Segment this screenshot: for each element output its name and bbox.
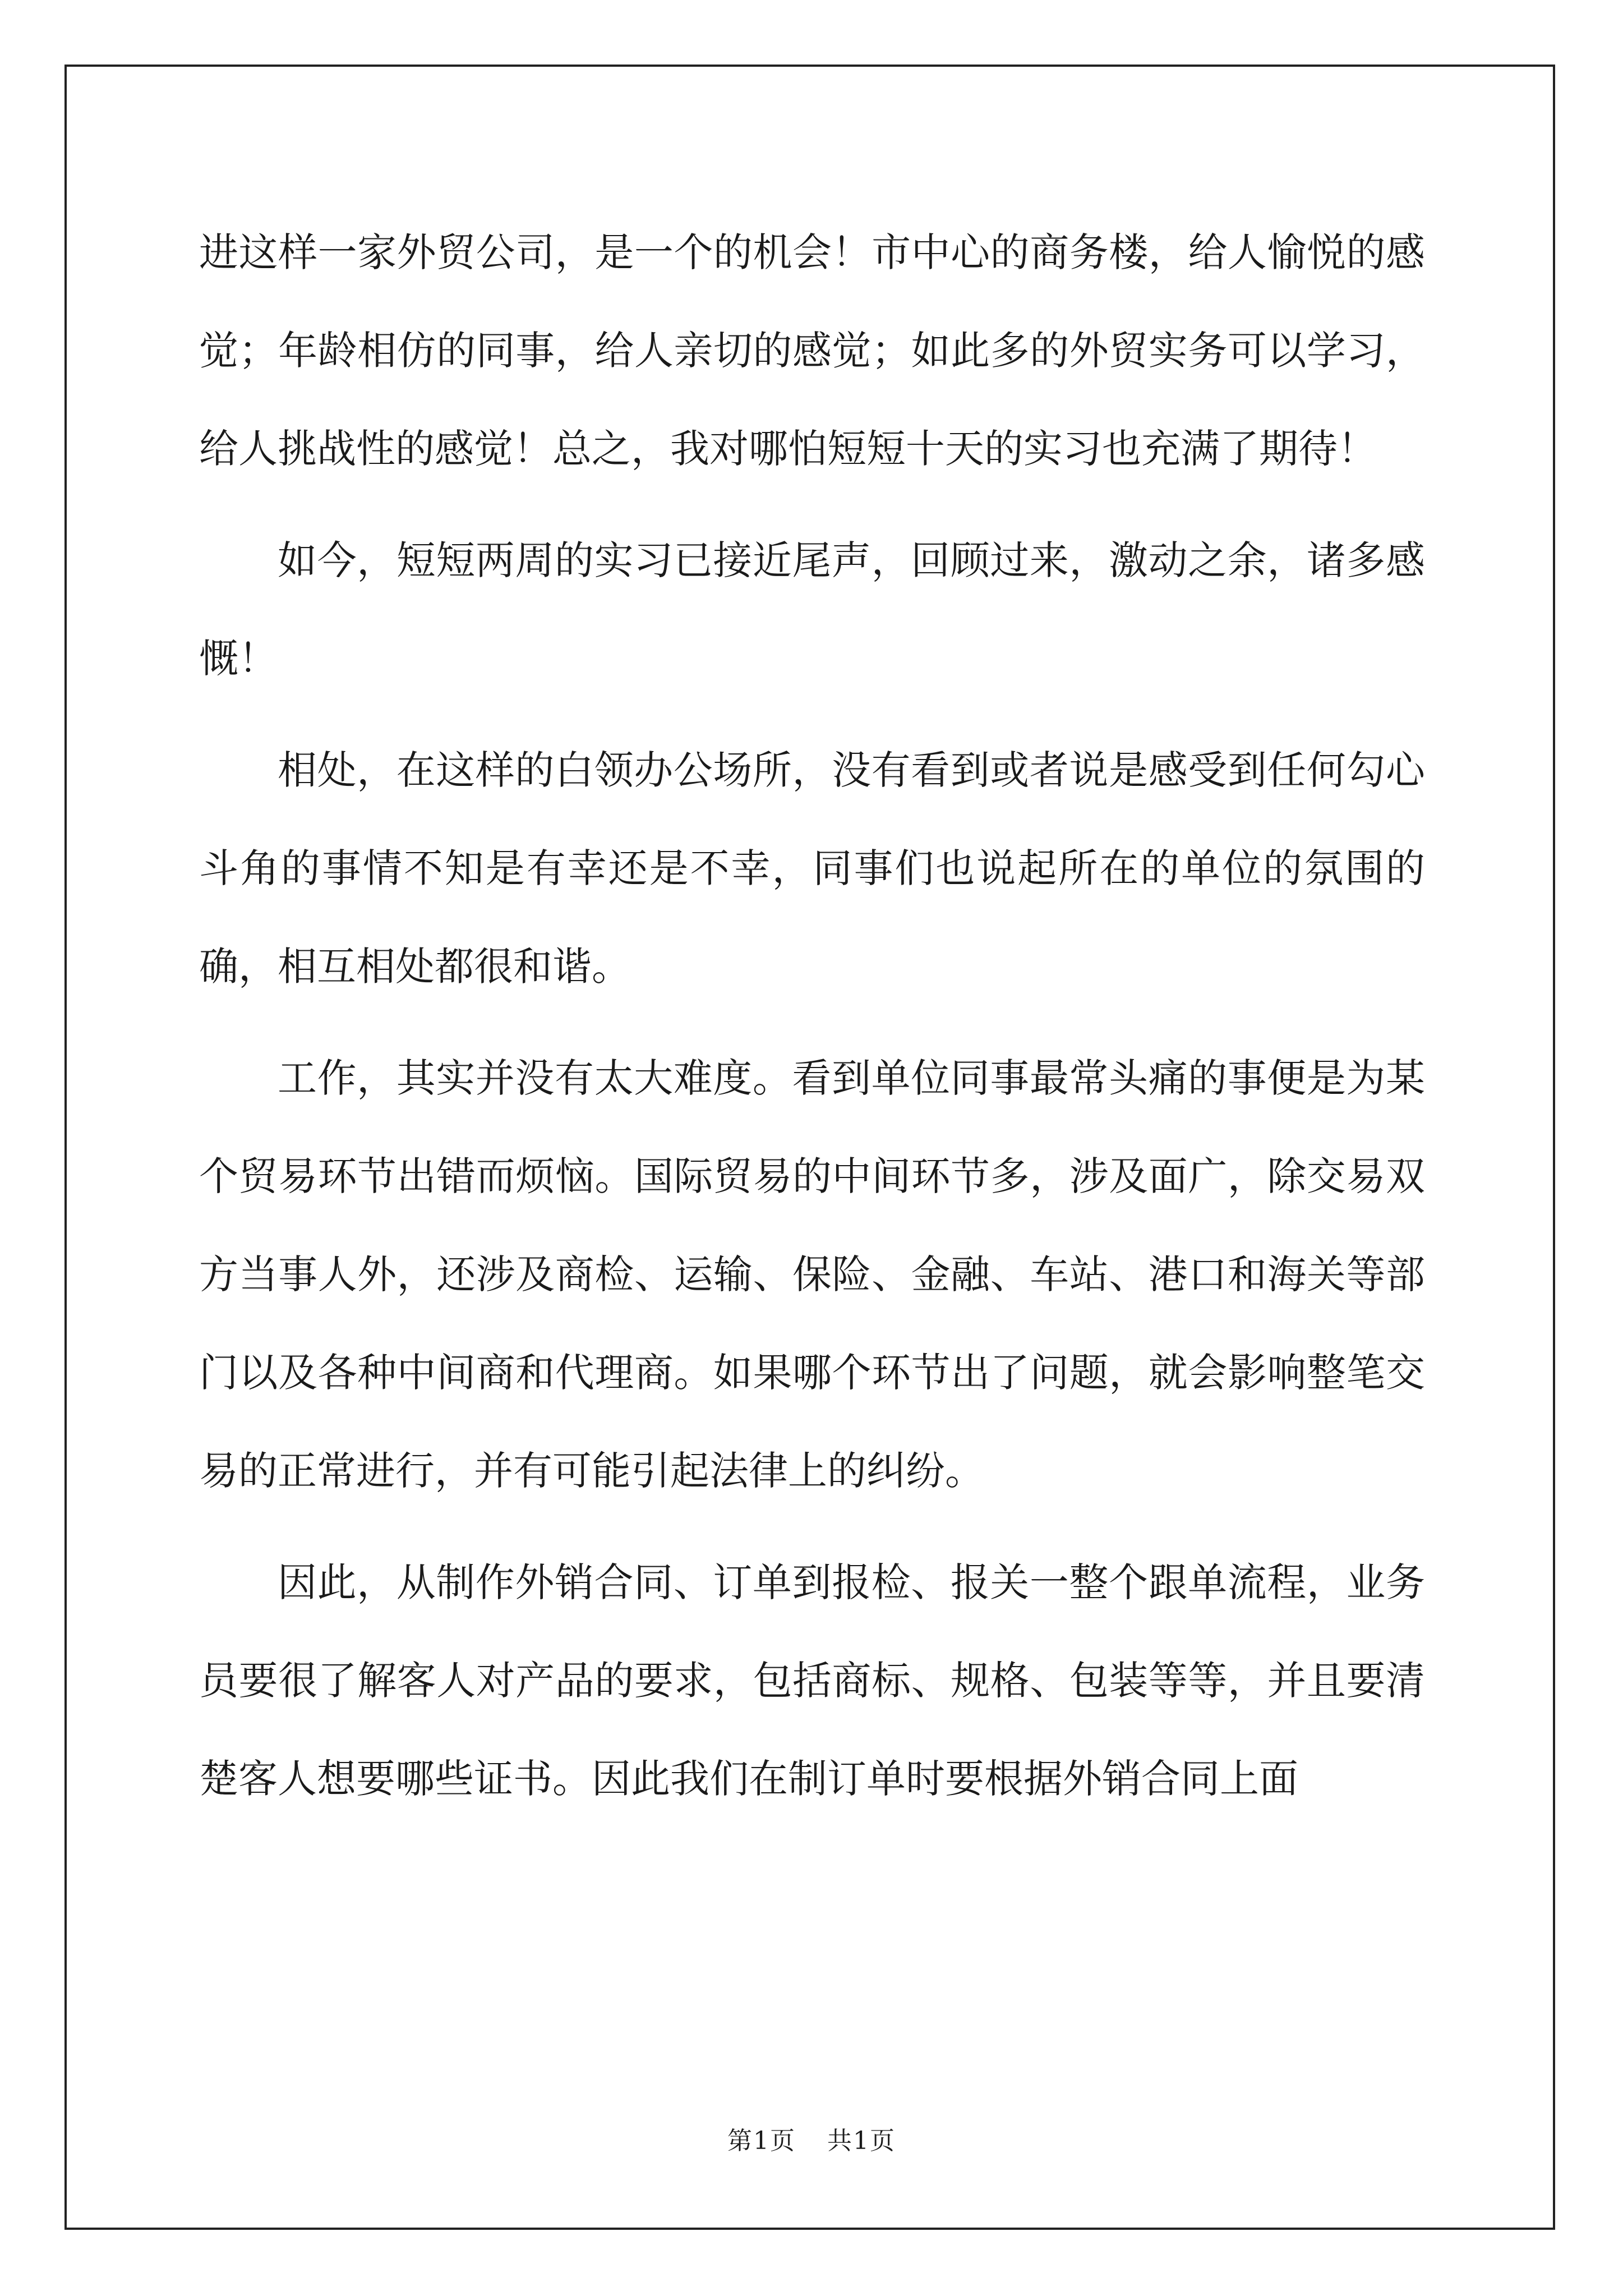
paragraph-4: 工作，其实并没有太大难度。看到单位同事最常头痛的事便是为某个贸易环节出错而烦恼。国际贸易的中间环节多，涉及面广，除交易双方当事人外，还涉及商检、运输、保险、金融、车站、港口和海关等部门以及各种中间商和代理商。如果哪个环节出了问题，就会影响整笔交易的正常进行，并有可能引起法律上的纠纷。 — [199, 1055, 1425, 1494]
paragraph-5: 因此，从制作外销合同、订单到报检、报关一整个跟单流程，业务员要很了解客人对产品的要求，包括商标、规格、包装等等，并且要清楚客人想要哪些证书。因此我们在制订单时要根据外销合同上面 — [199, 1559, 1425, 1802]
page-total: 共1页 — [827, 2127, 896, 2155]
paragraph-1: 进这样一家外贸公司，是一个的机会！市中心的商务楼，给人愉悦的感觉；年龄相仿的同事，给人亲切的感觉；如此多的外贸实务可以学习，给人挑战性的感觉！总之，我对哪怕短短十天的实习也充满了期待！ — [199, 229, 1425, 472]
paragraph-3: 相处，在这样的白领办公场所，没有看到或者说是感受到任何勾心斗角的事情不知是有幸还是不幸，同事们也说起所在的单位的氛围的确，相互相处都很和谐。 — [199, 747, 1425, 990]
page-footer — [0, 2120, 1623, 2156]
document-body — [199, 204, 1425, 1842]
page-number: 第1页 — [727, 2127, 796, 2155]
paragraph-2: 如今，短短两周的实习已接近尾声，回顾过来，激动之余，诸多感慨！ — [199, 537, 1425, 682]
